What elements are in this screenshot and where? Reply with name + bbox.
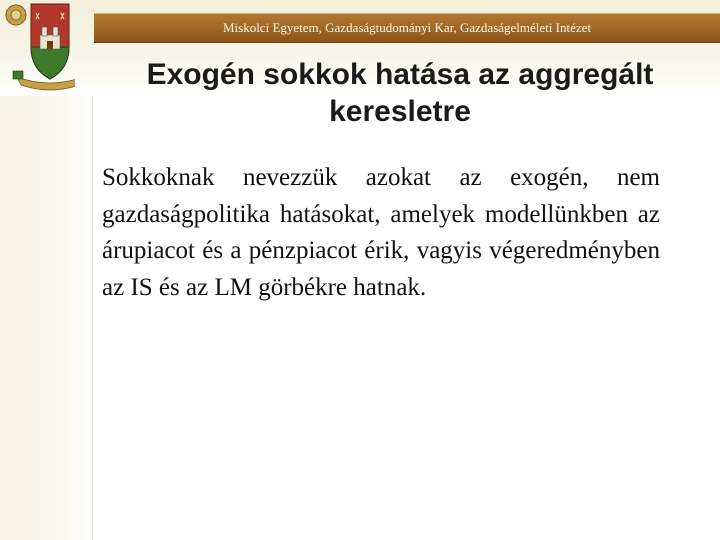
slide-title: Exogén sokkok hatása az aggregált keresletre <box>146 58 654 128</box>
slide-body-text: Sokkoknak nevezzük azokat az exogén, nem gazdaságpolitika hatásokat, amelyek modellünkben az árupiacot és a pénzpiacot érik, vagyis végeredményben az IS és az LM görbékre hatnak. <box>102 164 660 301</box>
institution-name: Miskolci Egyetem, Gazdaságtudományi Kar, Gazdaságelméleti Intézet <box>222 20 592 35</box>
university-crest-icon <box>3 1 75 93</box>
header-bar <box>94 13 720 43</box>
